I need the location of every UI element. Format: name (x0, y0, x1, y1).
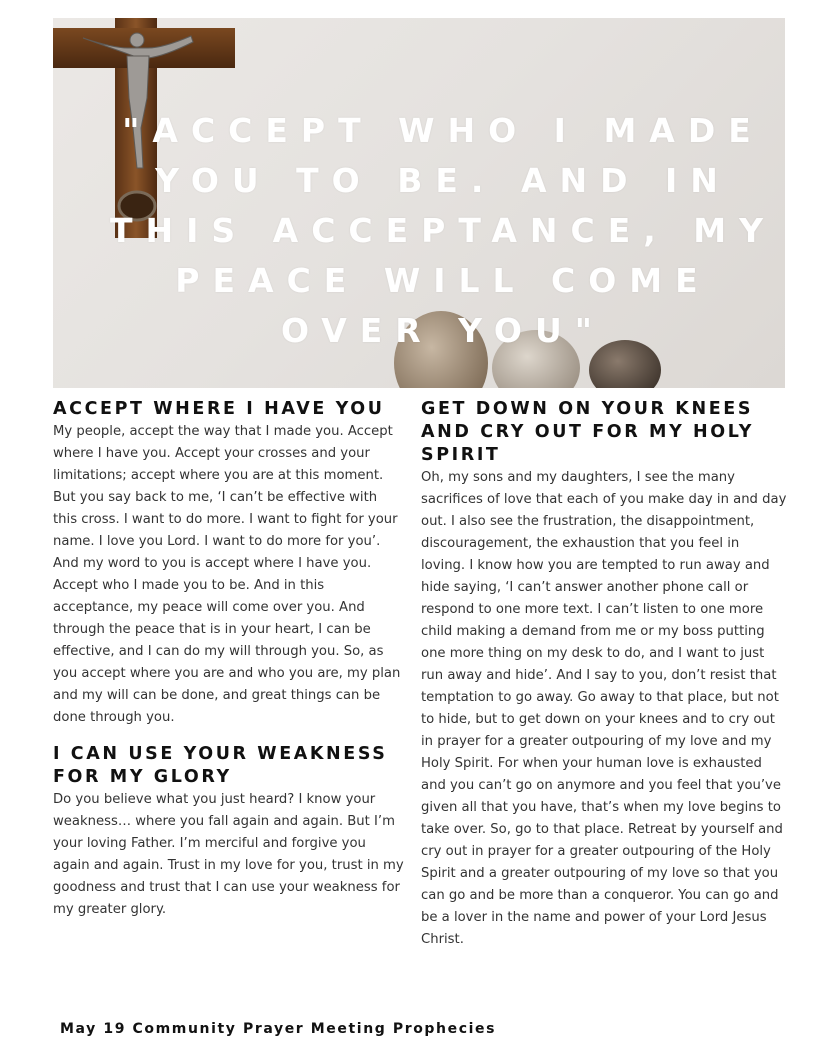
hero-quote: "ACCEPT WHO I MADE YOU TO BE. AND IN THIS ACCEPTANCE, MY PEACE WILL COME OVER YOU" (110, 111, 776, 350)
section-heading-accept: ACCEPT WHERE I HAVE YOU (53, 399, 385, 419)
section-body-accept: My people, accept the way that I made you. Accept where I have you. Accept your crosses and your limitations; accept where you are at this moment. But you say back to me, ‘I can’t be effective with this cross. I want to do more. I want to fight for your name. I love you Lord. I want to do more for you’. And my word to you is accept where I have you. Accept who I made you to be. And in this acceptance, my peace will come over you. And through the peace that is in your heart, I can be effective, and I can do my will through you. So, as you accept where you are and who you are, my plan and my will can be done, and great things can be done through you. (53, 424, 401, 725)
section-heading-knees: GET DOWN ON YOUR KNEES AND CRY OUT FOR MY HOLY SPIRIT (421, 399, 755, 465)
section-heading-weakness: I CAN USE YOUR WEAKNESS FOR MY GLORY (53, 744, 388, 787)
page-footer: May 19 Community Prayer Meeting Prophecies (60, 1021, 497, 1037)
section-body-weakness: Do you believe what you just heard? I know your weakness… where you fall again and again. But I’m your loving Father. I’m merciful and forgive you again and again. Trust in my love for you, trust in my goodness and trust that I can use your weakness for my greater glory. (53, 792, 404, 917)
hero-image (53, 18, 785, 388)
section-body-knees: Oh, my sons and my daughters, I see the many sacrifices of love that each of you make day in and day out. I also see the frustration, the disappointment, discouragement, the exhaustion that you feel in loving. I know how you are tempted to run away and hide saying, ‘I can’t answer another phone call or respond to one more text. I can’t listen to one more child making a demand from me or my boss putting one more thing on my desk to do, and I want to just run away and hide’. And I say to you, don’t resist that temptation to go away. Go away to that place, but not to hide, but to get down on your knees and to cry out in prayer for a greater outpouring of my love and my Holy Spirit. For when your human love is exhausted and you can’t go on anymore and you feel that you’ve given all that you have, that’s when my love begins to take over. So, go to that place. Retreat by yourself and cry out in prayer for a greater outpouring of the Holy Spirit and a greater outpouring of my love so that you can go and be more than a conqueror. You can go and be a lover in the name and power of your Lord Jesus Christ. (421, 470, 787, 947)
right-column (421, 398, 787, 951)
left-column (53, 398, 405, 921)
